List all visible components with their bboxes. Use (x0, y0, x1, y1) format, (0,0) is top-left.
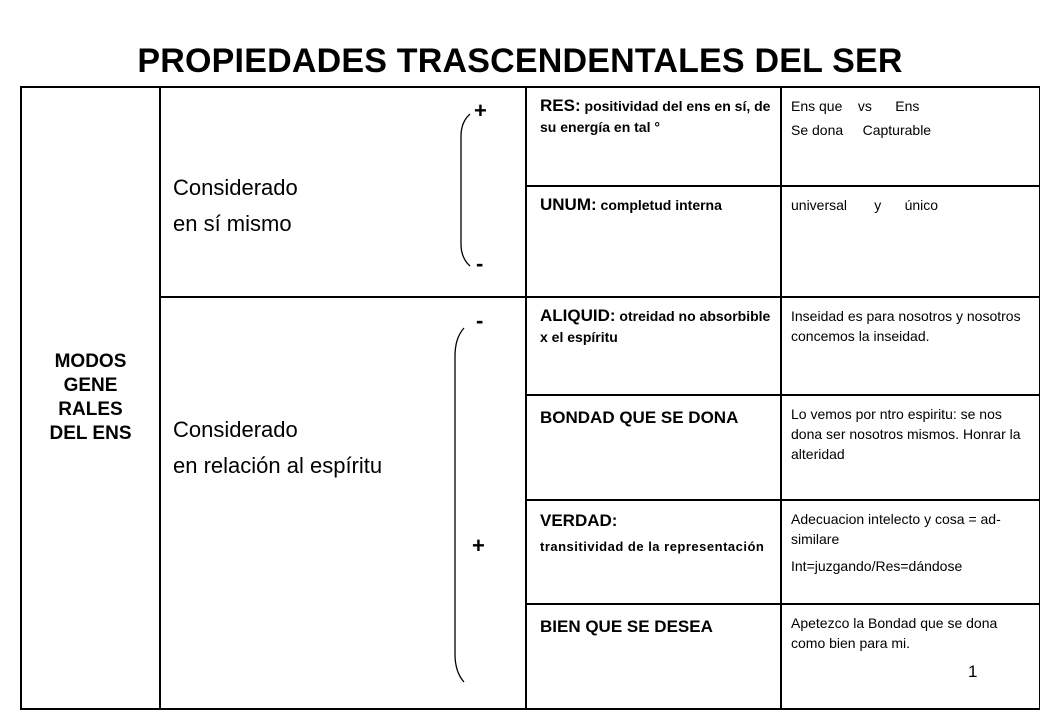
bracket-icon (452, 326, 466, 684)
property-name: RES: (540, 96, 581, 115)
modos-label-line: RALES (58, 399, 123, 420)
property-aliquid-cell (526, 297, 781, 395)
note-line: Int=juzgando/Res=dándose (791, 558, 963, 574)
considerado-line: Considerado (173, 417, 298, 442)
property-res-cell (526, 87, 781, 186)
plus-sign: + (472, 533, 485, 558)
note-line: Inseidad es para nosotros y nosotros concemos la inseidad. (791, 308, 1021, 344)
property-name: UNUM: (540, 195, 597, 214)
property-unum-cell (526, 186, 781, 297)
property-bien-cell (526, 604, 781, 709)
considerado-line: Considerado (173, 175, 298, 200)
note-bondad-cell (781, 395, 1040, 500)
modos-generales-cell (21, 87, 160, 709)
property-desc: otreidad no absorbible x el espíritu (540, 308, 771, 345)
considerado-line: en relación al espíritu (173, 453, 383, 478)
note-line: Adecuacion intelecto y cosa = ad-similare (791, 511, 1001, 547)
modos-label-line: GENE (63, 375, 118, 396)
note-res-cell (781, 87, 1040, 186)
considerado-text (173, 170, 298, 242)
property-name: VERDAD: (540, 511, 618, 530)
note-line: Ens que vs Ens (791, 98, 920, 114)
considerado-en-si-cell (160, 87, 526, 297)
property-desc: completud interna (596, 197, 722, 213)
property-bondad-cell (526, 395, 781, 500)
considerado-text (173, 412, 382, 484)
note-aliquid-cell (781, 297, 1040, 395)
note-line: Lo vemos por ntro espiritu: se nos dona ser nosotros mismos. Honrar la alteridad (791, 406, 1021, 462)
note-line: Apetezco la Bondad que se dona como bien para mi. (791, 615, 998, 651)
page-number: 1 (968, 662, 978, 681)
property-desc: positividad del ens en sí, de su energía en tal ° (540, 98, 771, 135)
note-line: Se dona Capturable (791, 122, 932, 138)
considerado-en-relacion-cell (160, 297, 526, 709)
modos-label-line: MODOS (54, 351, 127, 372)
slide-title: PROPIEDADES TRASCENDENTALES DEL SER (137, 42, 903, 80)
considerado-line: en sí mismo (173, 211, 292, 236)
property-name: BONDAD QUE SE DONA (540, 408, 739, 427)
bracket-icon (458, 112, 472, 268)
plus-sign: + (474, 98, 487, 123)
modos-label-line: DEL ENS (49, 423, 132, 444)
property-verdad-cell (526, 500, 781, 604)
minus-sign: - (476, 251, 484, 276)
property-name: BIEN QUE SE DESEA (540, 617, 713, 636)
note-unum-cell (781, 186, 1040, 297)
note-verdad-cell (781, 500, 1040, 604)
property-name: ALIQUID: (540, 306, 616, 325)
minus-sign: - (476, 308, 484, 333)
note-bien-cell (781, 604, 1040, 709)
property-desc: transitividad de la representación (540, 539, 765, 554)
note-line: universal y único (791, 197, 939, 213)
properties-table (20, 86, 1040, 710)
